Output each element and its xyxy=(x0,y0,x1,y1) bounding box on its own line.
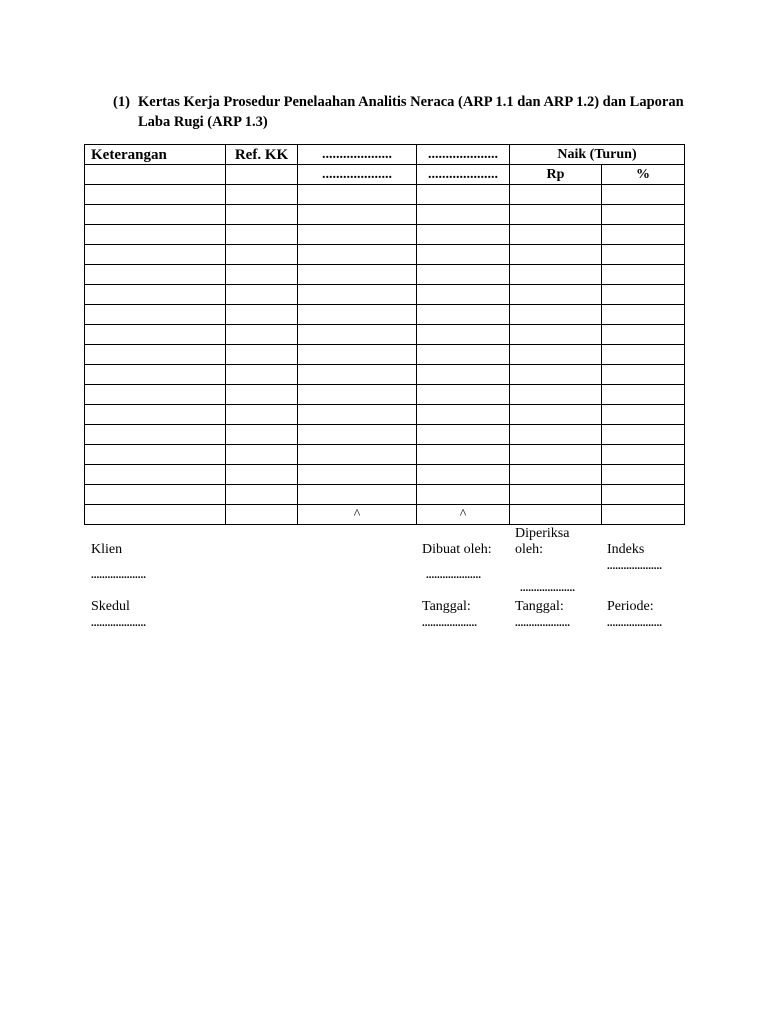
cell-percent[interactable] xyxy=(602,245,685,265)
cell-percent[interactable] xyxy=(602,225,685,245)
cell-rp[interactable] xyxy=(510,325,602,345)
cell-ref-kk[interactable] xyxy=(226,265,298,285)
cell-ref-kk[interactable] xyxy=(226,425,298,445)
table-row xyxy=(85,325,685,345)
header-keterangan: Keterangan xyxy=(85,145,226,165)
cell-ref-kk[interactable] xyxy=(226,345,298,365)
subheader-rp: Rp xyxy=(510,165,602,185)
table-row xyxy=(85,245,685,265)
cell-ref-kk[interactable] xyxy=(226,365,298,385)
cell-rp[interactable] xyxy=(510,405,602,425)
cell-ref-kk[interactable] xyxy=(226,185,298,205)
table-row xyxy=(85,345,685,365)
cell-keterangan[interactable] xyxy=(85,445,226,465)
cell-keterangan[interactable] xyxy=(85,405,226,425)
cell-percent[interactable] xyxy=(602,405,685,425)
total-cell-ref-kk[interactable] xyxy=(226,505,298,525)
cell-percent[interactable] xyxy=(602,365,685,385)
dibuat-tanggal-value-field[interactable]: .................... xyxy=(422,617,477,629)
cell-period-2[interactable] xyxy=(417,205,510,225)
cell-rp[interactable] xyxy=(510,465,602,485)
cell-keterangan[interactable] xyxy=(85,305,226,325)
skedul-value-field[interactable]: .................... xyxy=(91,617,146,629)
cell-keterangan[interactable] xyxy=(85,365,226,385)
cell-period-2[interactable] xyxy=(417,405,510,425)
cell-keterangan[interactable] xyxy=(85,345,226,365)
analytical-review-table xyxy=(84,144,685,525)
cell-percent[interactable] xyxy=(602,345,685,365)
cell-keterangan[interactable] xyxy=(85,245,226,265)
diperiksa-label-line-1: Diperiksa xyxy=(515,526,570,541)
cell-period-2[interactable] xyxy=(417,385,510,405)
subheader-ref-cell[interactable] xyxy=(226,165,298,185)
cell-rp[interactable] xyxy=(510,485,602,505)
cell-period-1[interactable] xyxy=(298,305,417,325)
cell-period-2[interactable] xyxy=(417,425,510,445)
cell-period-1[interactable] xyxy=(298,225,417,245)
cell-period-1[interactable] xyxy=(298,445,417,465)
cell-keterangan[interactable] xyxy=(85,485,226,505)
cell-keterangan[interactable] xyxy=(85,385,226,405)
cell-keterangan[interactable] xyxy=(85,265,226,285)
cell-period-1[interactable] xyxy=(298,205,417,225)
cell-percent[interactable] xyxy=(602,325,685,345)
subheader-row xyxy=(85,165,685,185)
table-row xyxy=(85,265,685,285)
table-row xyxy=(85,225,685,245)
cell-rp[interactable] xyxy=(510,245,602,265)
dibuat-tanggal-label: Tanggal: xyxy=(422,599,471,614)
cell-period-2[interactable] xyxy=(417,445,510,465)
cell-period-2[interactable] xyxy=(417,345,510,365)
subheader-keterangan-cell[interactable] xyxy=(85,165,226,185)
cell-period-2[interactable] xyxy=(417,265,510,285)
cell-keterangan[interactable] xyxy=(85,185,226,205)
table-row xyxy=(85,465,685,485)
table-row xyxy=(85,305,685,325)
cell-period-1[interactable] xyxy=(298,385,417,405)
cell-period-1[interactable] xyxy=(298,245,417,265)
table-row xyxy=(85,485,685,505)
cell-rp[interactable] xyxy=(510,185,602,205)
cell-rp[interactable] xyxy=(510,365,602,385)
cell-ref-kk[interactable] xyxy=(226,245,298,265)
cell-period-1[interactable] xyxy=(298,405,417,425)
cell-period-2[interactable] xyxy=(417,485,510,505)
cell-rp[interactable] xyxy=(510,385,602,405)
cell-keterangan[interactable] xyxy=(85,465,226,485)
cell-ref-kk[interactable] xyxy=(226,445,298,465)
cell-period-1[interactable] xyxy=(298,465,417,485)
cell-period-1[interactable] xyxy=(298,325,417,345)
total-mark-period-1: ^ xyxy=(298,505,417,525)
header-period-2: .................... xyxy=(417,145,510,165)
cell-keterangan[interactable] xyxy=(85,225,226,245)
total-cell-keterangan[interactable] xyxy=(85,505,226,525)
total-cell-percent[interactable] xyxy=(602,505,685,525)
cell-period-2[interactable] xyxy=(417,305,510,325)
indeks-label: Indeks xyxy=(607,542,645,557)
cell-period-2[interactable] xyxy=(417,365,510,385)
cell-period-1[interactable] xyxy=(298,345,417,365)
cell-period-2[interactable] xyxy=(417,465,510,485)
cell-ref-kk[interactable] xyxy=(226,305,298,325)
table-row xyxy=(85,365,685,385)
cell-keterangan[interactable] xyxy=(85,205,226,225)
cell-ref-kk[interactable] xyxy=(226,225,298,245)
cell-period-1[interactable] xyxy=(298,285,417,305)
cell-ref-kk[interactable] xyxy=(226,465,298,485)
cell-percent[interactable] xyxy=(602,305,685,325)
cell-percent[interactable] xyxy=(602,425,685,445)
table-row xyxy=(85,185,685,205)
cell-rp[interactable] xyxy=(510,425,602,445)
cell-percent[interactable] xyxy=(602,385,685,405)
table-row xyxy=(85,285,685,305)
diperiksa-value-field[interactable]: .................... xyxy=(520,582,575,594)
cell-period-1[interactable] xyxy=(298,365,417,385)
cell-ref-kk[interactable] xyxy=(226,285,298,305)
cell-rp[interactable] xyxy=(510,445,602,465)
total-mark-period-2: ^ xyxy=(417,505,510,525)
table-row xyxy=(85,445,685,465)
diperiksa-tanggal-value-field[interactable]: .................... xyxy=(515,617,570,629)
cell-ref-kk[interactable] xyxy=(226,325,298,345)
cell-rp[interactable] xyxy=(510,285,602,305)
subheader-percent: % xyxy=(602,165,685,185)
dibuat-oleh-label: Dibuat oleh: xyxy=(422,542,492,557)
cell-keterangan[interactable] xyxy=(85,425,226,445)
cell-period-2[interactable] xyxy=(417,225,510,245)
header-row xyxy=(85,145,685,165)
cell-percent[interactable] xyxy=(602,485,685,505)
cell-percent[interactable] xyxy=(602,205,685,225)
cell-percent[interactable] xyxy=(602,185,685,205)
cell-percent[interactable] xyxy=(602,285,685,305)
cell-percent[interactable] xyxy=(602,465,685,485)
cell-rp[interactable] xyxy=(510,305,602,325)
table-row xyxy=(85,385,685,405)
cell-rp[interactable] xyxy=(510,205,602,225)
heading-line-2: Laba Rugi (ARP 1.3) xyxy=(138,114,268,130)
cell-period-1[interactable] xyxy=(298,425,417,445)
table-row xyxy=(85,405,685,425)
header-naik-turun: Naik (Turun) xyxy=(510,145,685,165)
cell-rp[interactable] xyxy=(510,345,602,365)
cell-ref-kk[interactable] xyxy=(226,385,298,405)
cell-rp[interactable] xyxy=(510,225,602,245)
cell-period-1[interactable] xyxy=(298,485,417,505)
subheader-period-2: .................... xyxy=(417,165,510,185)
cell-period-2[interactable] xyxy=(417,185,510,205)
cell-ref-kk[interactable] xyxy=(226,405,298,425)
cell-ref-kk[interactable] xyxy=(226,205,298,225)
cell-percent[interactable] xyxy=(602,445,685,465)
cell-period-2[interactable] xyxy=(417,285,510,305)
cell-keterangan[interactable] xyxy=(85,325,226,345)
cell-keterangan[interactable] xyxy=(85,285,226,305)
indeks-value-field[interactable]: .................... xyxy=(607,560,662,572)
cell-percent[interactable] xyxy=(602,265,685,285)
heading-number: (1) xyxy=(113,94,130,110)
heading-line-1: Kertas Kerja Prosedur Penelaahan Analitis Neraca (ARP 1.1 dan ARP 1.2) dan Laporan xyxy=(138,94,684,110)
cell-period-1[interactable] xyxy=(298,265,417,285)
periode-label: Periode: xyxy=(607,599,654,614)
cell-ref-kk[interactable] xyxy=(226,485,298,505)
klien-label: Klien xyxy=(91,542,123,557)
header-period-1: .................... xyxy=(298,145,417,165)
diperiksa-label-line-2: oleh: xyxy=(515,542,543,557)
periode-value-field[interactable]: .................... xyxy=(607,617,662,629)
total-cell-rp[interactable] xyxy=(510,505,602,525)
skedul-label: Skedul xyxy=(91,599,130,614)
dibuat-oleh-value-field[interactable]: .................... xyxy=(426,569,481,581)
cell-period-2[interactable] xyxy=(417,325,510,345)
subheader-period-1: .................... xyxy=(298,165,417,185)
cell-rp[interactable] xyxy=(510,265,602,285)
cell-period-1[interactable] xyxy=(298,185,417,205)
table-row xyxy=(85,425,685,445)
diperiksa-tanggal-label: Tanggal: xyxy=(515,599,564,614)
klien-value-field[interactable]: .................... xyxy=(91,569,146,581)
total-row xyxy=(85,505,685,525)
header-ref-kk: Ref. KK xyxy=(226,145,298,165)
cell-period-2[interactable] xyxy=(417,245,510,265)
table-row xyxy=(85,205,685,225)
